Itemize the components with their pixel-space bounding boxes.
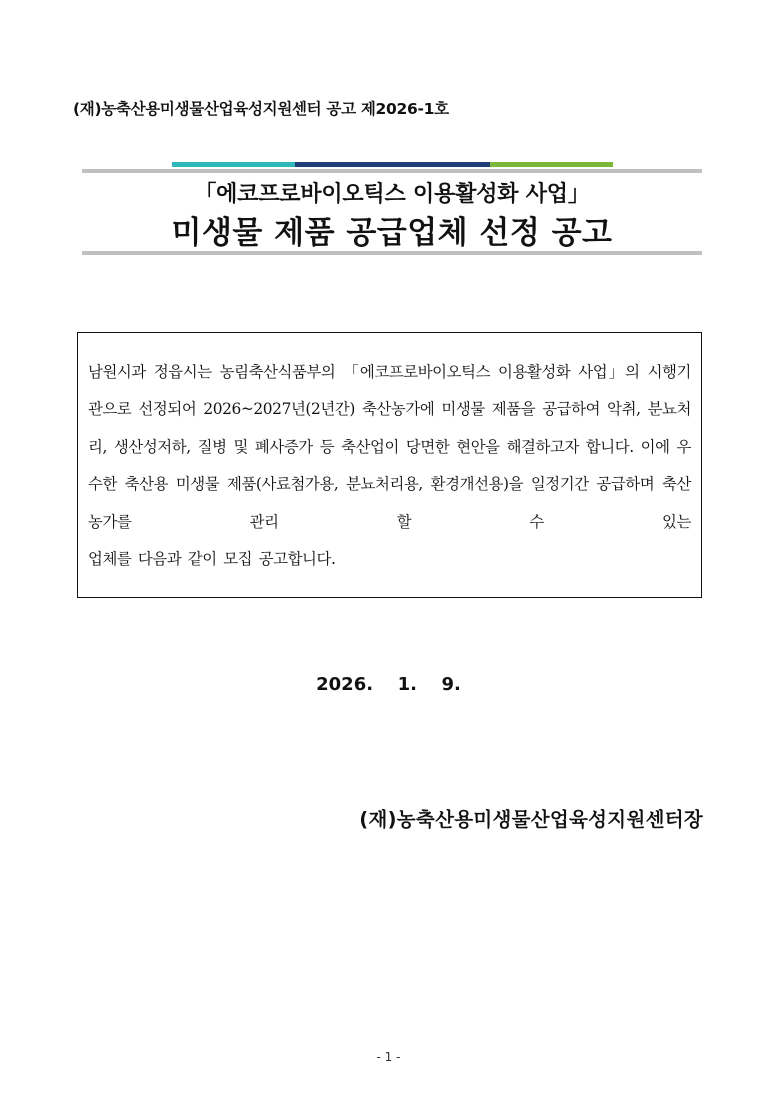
page-number: - 1 -	[376, 1050, 401, 1064]
notice-body-main: 남원시과 정읍시는 농림축산식품부의 「에코프로바이오틱스 이용활성화 사업」의 시행기관으로 선정되어 2026~2027년(2년간) 축산농가에 미생물 제품을 공급하여 악취, 분뇨처리, 생산성저하, 질병 및 폐사증가 등 축산업이 당면한 현안을 해결하고자 합니다. 이에 우수한 축산용 미생물 제품(사료첨가용, 분뇨처리용, 환경개선용)을 일정기간 공급하며 축산농가를 관리 할 수 있는	[88, 363, 691, 531]
notice-date: 2026. 1. 9.	[316, 674, 461, 695]
document-header-line: (재)농축산용미생물산업육성지원센터 공고 제2026-1호	[73, 100, 449, 118]
title-line-2: 미생물 제품 공급업체 선정 공고	[171, 215, 613, 251]
notice-body-last-line: 업체를 다음과 같이 모집 공고합니다.	[88, 550, 336, 569]
title-color-bar	[172, 162, 613, 167]
color-bar-teal-segment	[172, 162, 295, 167]
title-top-rule	[82, 169, 702, 173]
notice-body	[88, 354, 691, 578]
title-bottom-rule	[82, 251, 702, 255]
color-bar-navy-segment	[295, 162, 490, 167]
issuer-signature: (재)농축산용미생물산업육성지원센터장	[359, 808, 703, 831]
color-bar-green-segment	[490, 162, 613, 167]
notice-box	[77, 332, 702, 598]
title-line-1: 「에코프로바이오틱스 이용활성화 사업」	[194, 182, 590, 207]
